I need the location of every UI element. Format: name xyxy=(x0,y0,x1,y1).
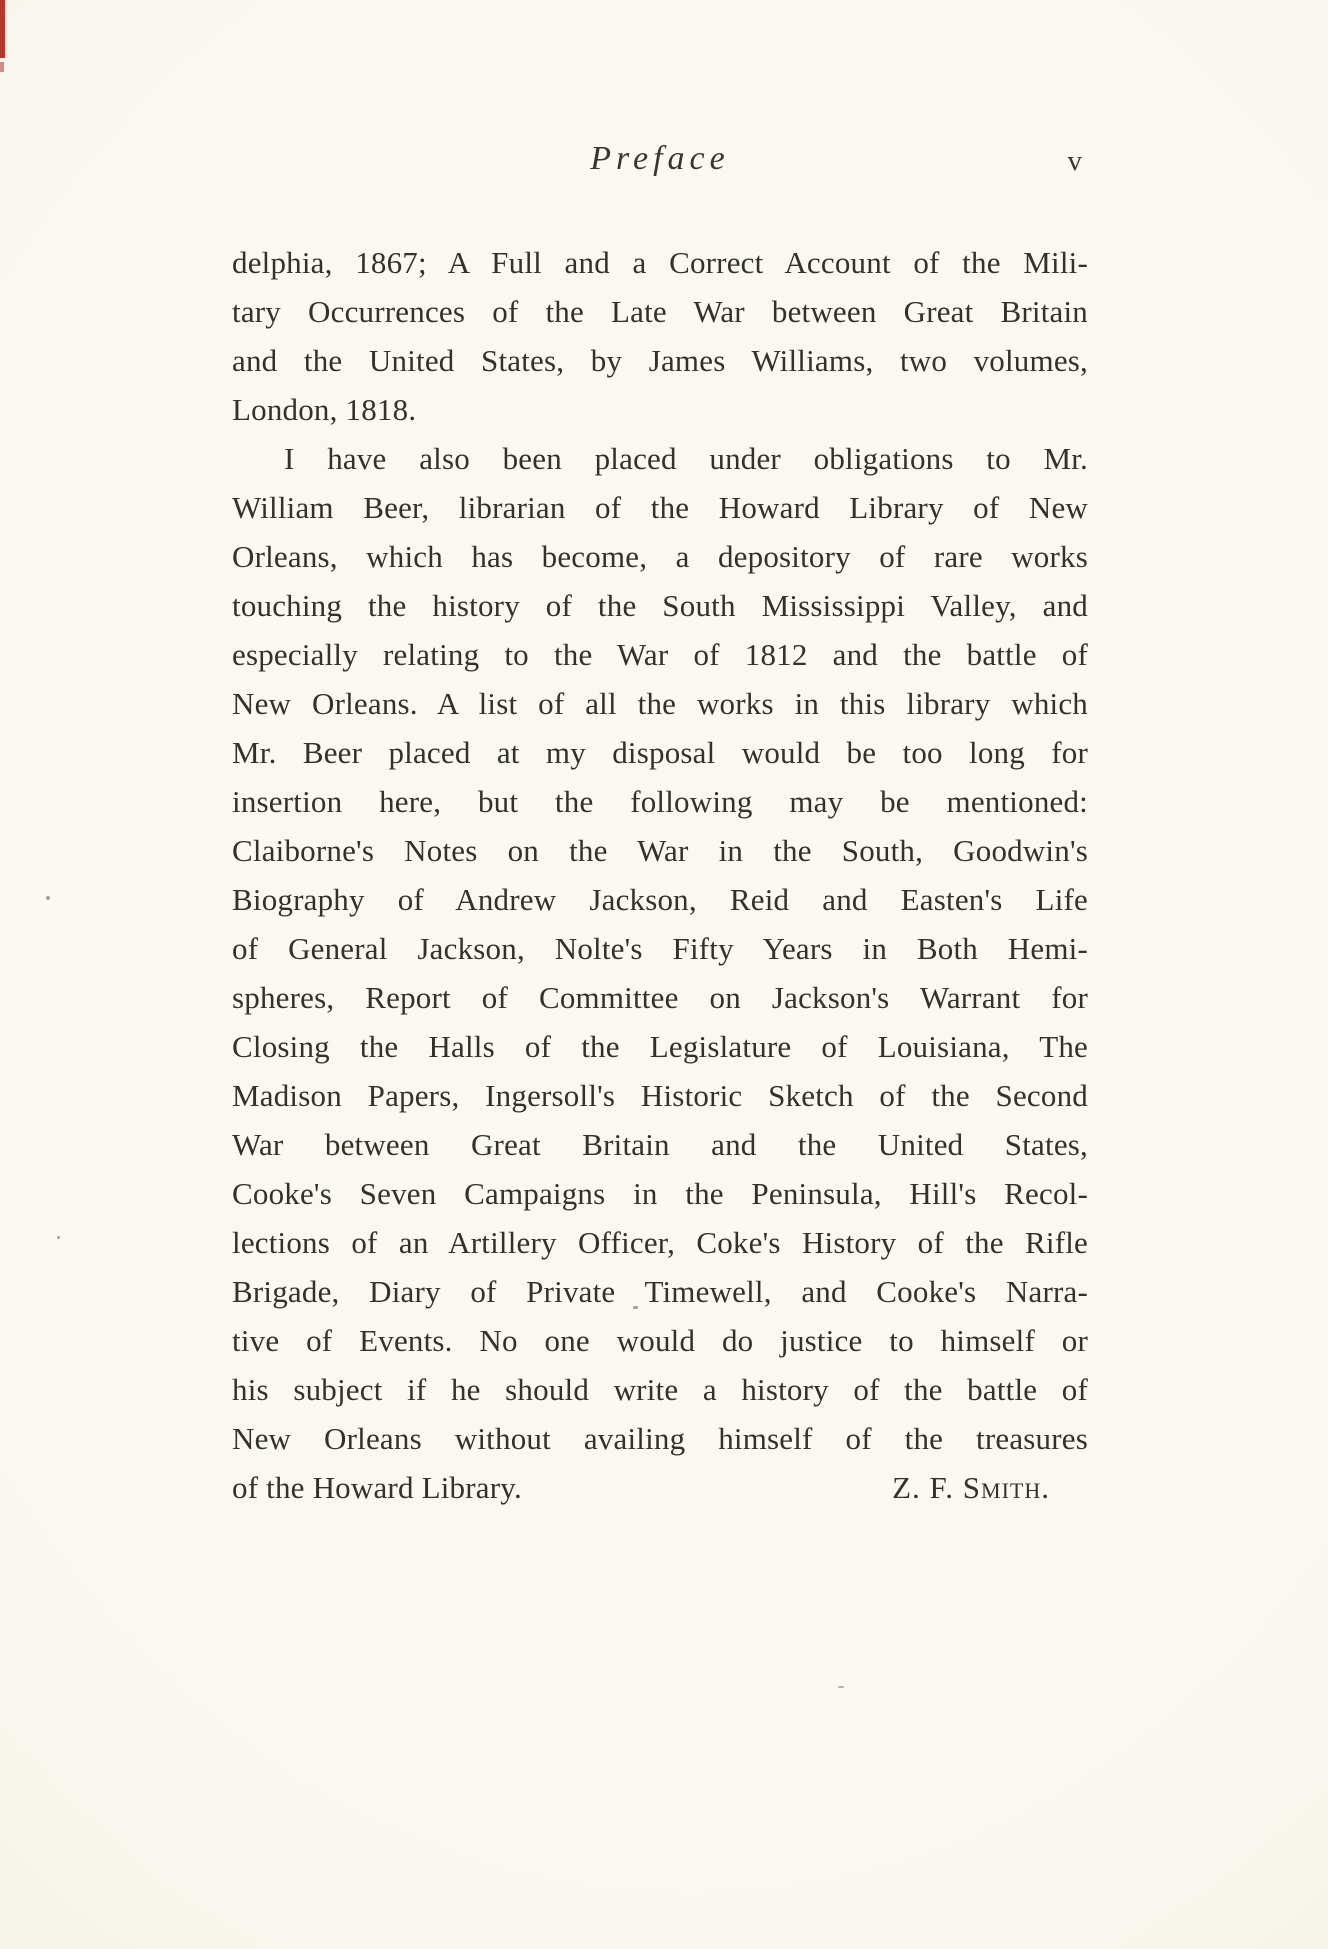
text-line: spheres, Report of Committee on Jackson's Warrant for xyxy=(232,980,1088,1015)
text-line: New Orleans. A list of all the works in this library which xyxy=(232,686,1088,721)
scan-edge-artifact xyxy=(0,0,5,58)
paragraph xyxy=(232,434,1088,1512)
text-line: War between Great Britain and the United States, xyxy=(232,1127,1088,1162)
text-line: Mr. Beer placed at my disposal would be too long for xyxy=(232,735,1088,770)
text-line: Claiborne's Notes on the War in the South, Goodwin's xyxy=(232,833,1088,868)
text-line: of General Jackson, Nolte's Fifty Years in Both Hemi- xyxy=(232,931,1088,966)
text-line: Closing the Halls of the Legislature of Louisiana, The xyxy=(232,1029,1088,1064)
author-signature: Z. F. Smith. xyxy=(892,1470,1050,1505)
text-block xyxy=(232,140,1088,1512)
text-line: William Beer, librarian of the Howard Library of New xyxy=(232,490,1088,525)
text-line: delphia, 1867; A Full and a Correct Account of the Mili- xyxy=(232,245,1088,280)
text-line: touching the history of the South Mississippi Valley, and xyxy=(232,588,1088,623)
text-line: especially relating to the War of 1812 and the battle of xyxy=(232,637,1088,672)
text-line: and the United States, by James Williams, two volumes, xyxy=(232,343,1088,378)
text-line: London, 1818. xyxy=(232,392,417,427)
text-line: Biography of Andrew Jackson, Reid and Easten's Life xyxy=(232,882,1088,917)
page-header xyxy=(232,140,1088,184)
body-text xyxy=(232,238,1088,1512)
text-line: his subject if he should write a history of the battle of xyxy=(232,1372,1088,1407)
text-line: tary Occurrences of the Late War between Great Britain xyxy=(232,294,1088,329)
text-line: Cooke's Seven Campaigns in the Peninsula, Hill's Recol- xyxy=(232,1176,1088,1211)
closing-text: of the Howard Library. xyxy=(232,1470,522,1505)
paragraph xyxy=(232,238,1088,434)
closing-line xyxy=(232,1463,1088,1512)
text-line: lections of an Artillery Officer, Coke's History of the Rifle xyxy=(232,1225,1088,1260)
text-line: insertion here, but the following may be mentioned: xyxy=(232,784,1088,819)
page-number: v xyxy=(1067,145,1082,177)
scan-speck xyxy=(838,1686,844,1688)
text-line: tive of Events. No one would do justice to himself or xyxy=(232,1323,1088,1358)
text-line: New Orleans without availing himself of the treasures xyxy=(232,1421,1088,1456)
text-line: Madison Papers, Ingersoll's Historic Sketch of the Second xyxy=(232,1078,1088,1113)
text-line: I have also been placed under obligations to Mr. xyxy=(284,441,1088,476)
text-line: Brigade, Diary of Private Timewell, and Cooke's Narra- xyxy=(232,1274,1088,1309)
scan-speck xyxy=(46,896,50,900)
scan-speck xyxy=(57,1236,60,1239)
running-title: Preface xyxy=(590,140,730,177)
text-line: Orleans, which has become, a depository of rare works xyxy=(232,539,1088,574)
scan-edge-artifact xyxy=(0,62,4,72)
